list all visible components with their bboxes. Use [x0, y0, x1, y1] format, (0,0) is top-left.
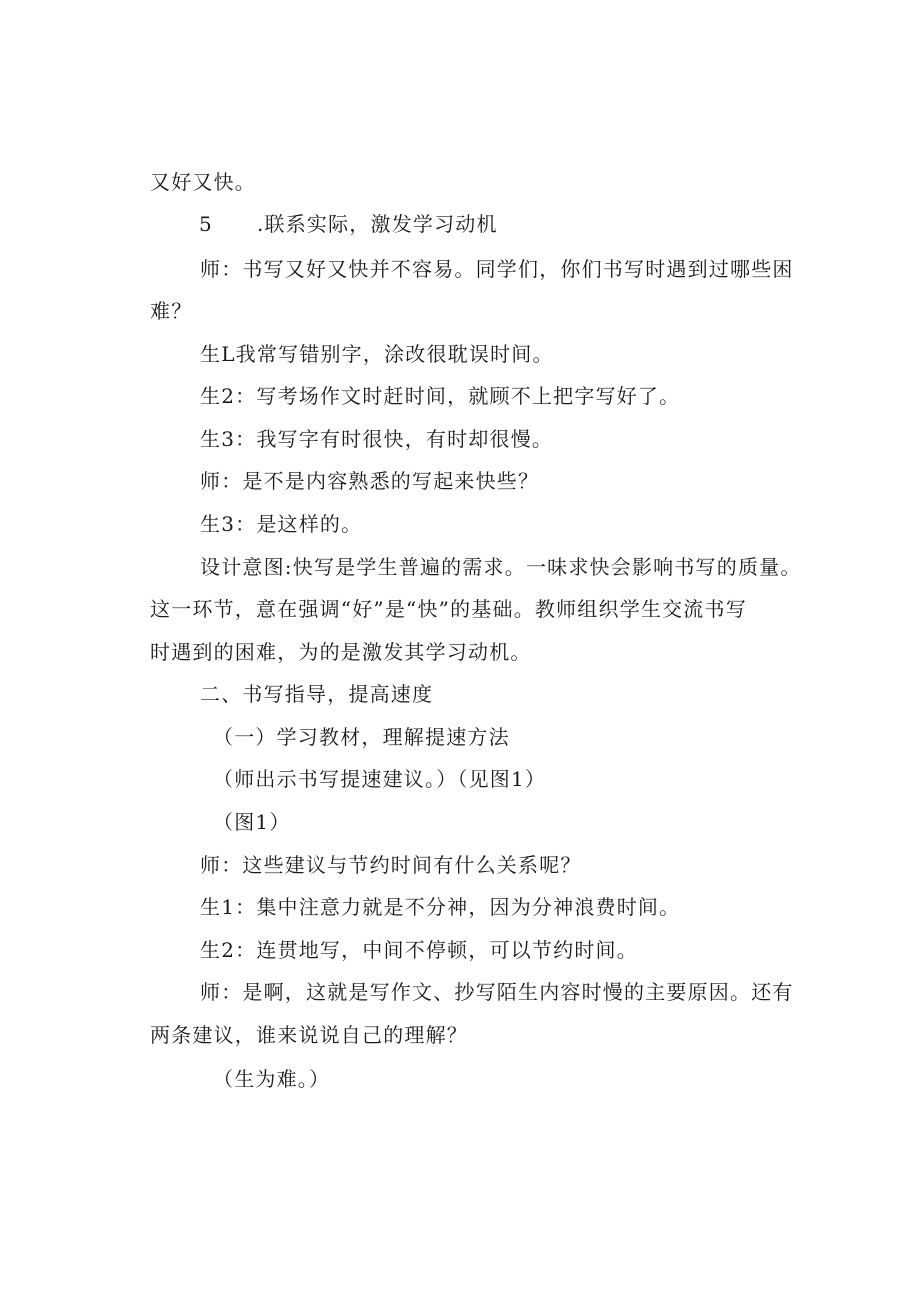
text-line: 生2：连贯地写，中间不停顿，可以节约时间。	[200, 938, 638, 962]
text-line: （生为难。）	[213, 1067, 331, 1091]
section-number: 5	[199, 212, 213, 236]
text-line: 设计意图:快写是学生普遍的需求。一味求快会影响书写的质量。	[200, 555, 802, 579]
section-heading	[199, 210, 859, 238]
section-title: .联系实际，激发学习动机	[256, 212, 498, 236]
text-line: 两条建议，谁来说说自己的理解？	[150, 1023, 468, 1047]
text-line: 师：书写又好又快并不容易。同学们，你们书写时遇到过哪些困	[200, 257, 794, 281]
text-line: 难？	[150, 299, 193, 323]
figure-caption: （图1）	[213, 810, 291, 834]
section-heading: 二、书写指导，提高速度	[200, 682, 434, 706]
text-line: （师出示书写提速建议。）（见图1）	[213, 767, 547, 791]
text-line: 生1：集中注意力就是不分神，因为分神浪费时间。	[200, 895, 681, 919]
text-line: 时遇到的困难，为的是激发其学习动机。	[150, 640, 532, 664]
text-line: 这一环节，意在强调“好”是“快”的基础。教师组织学生交流书写	[150, 597, 747, 621]
text-line: 生3：是这样的。	[200, 512, 363, 536]
text-line: 又好又快。	[150, 170, 256, 194]
subsection-heading: （一）学习教材，理解提速方法	[213, 725, 510, 749]
text-line: 师：这些建议与节约时间有什么关系呢？	[200, 853, 582, 877]
text-line: 生L我常写错别字，涂改很耽误时间。	[200, 342, 554, 366]
text-line: 师：是啊，这就是写作文、抄写陌生内容时慢的主要原因。还有	[200, 980, 794, 1004]
text-line: 生2：写考场作文时赶时间，就顾不上把字写好了。	[200, 384, 681, 408]
text-line: 师：是不是内容熟悉的写起来快些？	[200, 469, 540, 493]
text-line: 生3：我写字有时很快，有时却很慢。	[200, 427, 554, 451]
